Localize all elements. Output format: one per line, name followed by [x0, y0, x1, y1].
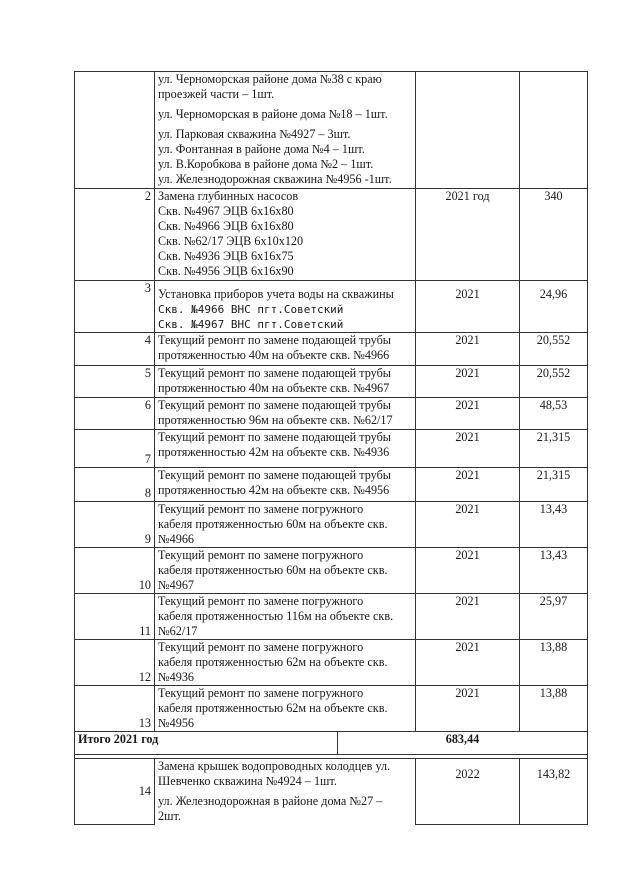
row-number: 2	[75, 189, 155, 281]
description-line: Установка приборов учета воды на скважины	[158, 287, 394, 301]
year-cell: 2021	[416, 468, 520, 502]
description-cell	[155, 759, 416, 825]
year-cell: 2021	[416, 548, 520, 594]
year-cell: 2021	[416, 640, 520, 686]
description-line: протяженностью 42м на объекте скв. №4936	[158, 445, 390, 459]
row-number: 9	[75, 502, 155, 548]
description-line: Скв. №4966 ЭЦВ 6х16х80	[158, 219, 294, 233]
year-cell: 2021	[416, 686, 520, 732]
description-cell	[155, 430, 416, 468]
description-line: Скв. №4966 ВНС пгт.Советский	[158, 303, 344, 316]
row-number: 4	[75, 333, 155, 366]
value-cell: 13,88	[520, 640, 588, 686]
year-cell: 2021 год	[416, 189, 520, 281]
description-line: ул. Фонтанная в районе дома №4 – 1шт.	[158, 142, 365, 156]
description-cell	[155, 468, 416, 502]
description-line: кабеля протяженностью 60м на объекте скв.	[158, 563, 388, 577]
description-line: Текущий ремонт по замене погружного	[158, 594, 364, 608]
value-cell: 24,96	[520, 281, 588, 333]
description-line: кабеля протяженностью 116м на объекте скв.	[158, 609, 394, 623]
description-cell	[155, 333, 416, 366]
year-cell	[416, 72, 520, 189]
table-row	[75, 502, 588, 548]
description-cell	[155, 686, 416, 732]
description-line: Текущий ремонт по замене погружного	[158, 640, 364, 654]
value-cell: 48,53	[520, 398, 588, 430]
row-number: 6	[75, 398, 155, 430]
description-line: протяженностью 42м на объекте скв. №4956	[158, 483, 390, 497]
value-cell: 13,88	[520, 686, 588, 732]
table-row	[75, 430, 588, 468]
row-number	[75, 759, 155, 825]
description-line: Скв. №62/17 ЭЦВ 6х10х120	[158, 234, 304, 248]
row-number-text: 14	[138, 783, 151, 798]
table-row	[75, 759, 588, 825]
year-cell: 2021	[416, 502, 520, 548]
description-line: ул. Железнодорожная в районе дома №27 –	[158, 794, 383, 808]
table-row	[75, 640, 588, 686]
value-cell: 340	[520, 189, 588, 281]
description-line: ул. Черноморская районе дома №38 с краю	[158, 72, 382, 86]
value-cell: 13,43	[520, 502, 588, 548]
description-line: Текущий ремонт по замене подающей трубы	[158, 366, 391, 380]
description-line: кабеля протяженностью 62м на объекте скв.	[158, 655, 388, 669]
description-line: Скв. №4936 ЭЦВ 6х16х75	[158, 249, 294, 263]
year-cell: 2021	[416, 398, 520, 430]
table-row	[75, 398, 588, 430]
description-line: Скв. №4956 ЭЦВ 6х16х90	[158, 264, 294, 278]
description-line: Замена крышек водопроводных колодцев ул.	[158, 759, 391, 773]
table-row	[75, 686, 588, 732]
table-row	[75, 333, 588, 366]
total-value: 683,44	[338, 732, 588, 755]
total-row	[75, 732, 588, 755]
description-line: Шевченко скважина №4924 – 1шт.	[158, 774, 337, 788]
description-line: ул. Черноморская в районе дома №18 – 1шт.	[158, 107, 388, 121]
row-number: 5	[75, 366, 155, 398]
description-line: Скв. №4967 ВНС пгт.Советский	[158, 318, 344, 331]
value-cell: 21,315	[520, 430, 588, 468]
description-line: Текущий ремонт по замене погружного	[158, 502, 364, 516]
row-number: 12	[75, 640, 155, 686]
row-number: 10	[75, 548, 155, 594]
description-cell	[155, 398, 416, 430]
description-cell	[155, 72, 416, 189]
description-cell	[155, 366, 416, 398]
row-number: 3	[75, 281, 155, 333]
description-cell	[155, 502, 416, 548]
row-number: 13	[75, 686, 155, 732]
description-line: Текущий ремонт по замене подающей трубы	[158, 398, 391, 412]
description-line: ул. Железнодорожная скважина №4956 -1шт.	[158, 172, 392, 186]
description-line: №62/17	[158, 624, 198, 638]
description-line: кабеля протяженностью 60м на объекте скв.	[158, 517, 388, 531]
description-line: №4967	[158, 578, 195, 592]
description-line: Текущий ремонт по замене подающей трубы	[158, 333, 391, 347]
total-label: Итого 2021 год	[75, 732, 338, 755]
value-cell: 25,97	[520, 594, 588, 640]
year-cell: 2021	[416, 366, 520, 398]
description-line: №4956	[158, 716, 195, 730]
description-cell	[155, 281, 416, 333]
works-table	[74, 71, 588, 825]
description-line: протяженностью 40м на объекте скв. №4966	[158, 348, 390, 362]
value-cell: 20,552	[520, 333, 588, 366]
table-row	[75, 468, 588, 502]
description-line: №4936	[158, 670, 195, 684]
table-row	[75, 189, 588, 281]
description-line: Текущий ремонт по замене погружного	[158, 686, 364, 700]
description-line: №4966	[158, 532, 195, 546]
description-line: Замена глубинных насосов	[158, 189, 299, 203]
description-line: проезжей части – 1шт.	[158, 87, 275, 101]
table-row	[75, 281, 588, 333]
row-number-cell	[75, 72, 155, 189]
table-row	[75, 594, 588, 640]
description-cell	[155, 640, 416, 686]
description-cell	[155, 594, 416, 640]
table-row	[75, 72, 588, 189]
description-line: Текущий ремонт по замене подающей трубы	[158, 430, 391, 444]
value-cell: 13,43	[520, 548, 588, 594]
value-cell	[520, 72, 588, 189]
year-cell: 2021	[416, 281, 520, 333]
year-cell: 2021	[416, 430, 520, 468]
description-line: протяженностью 96м на объекте скв. №62/17	[158, 413, 393, 427]
table-row	[75, 548, 588, 594]
value-cell: 20,552	[520, 366, 588, 398]
description-line: Текущий ремонт по замене погружного	[158, 548, 364, 562]
year-cell: 2021	[416, 333, 520, 366]
value-cell: 21,315	[520, 468, 588, 502]
year-cell: 2022	[416, 759, 520, 825]
description-line: ул. Парковая скважина №4927 – 3шт.	[158, 127, 351, 141]
description-line: протяженностью 40м на объекте скв. №4967	[158, 381, 390, 395]
description-line: кабеля протяженностью 62м на объекте скв.	[158, 701, 388, 715]
row-number: 11	[75, 594, 155, 640]
description-cell	[155, 189, 416, 281]
row-number: 7	[75, 430, 155, 468]
row-number: 8	[75, 468, 155, 502]
description-line: ул. В.Коробкова в районе дома №2 – 1шт.	[158, 157, 374, 171]
value-cell: 143,82	[520, 759, 588, 825]
year-cell: 2021	[416, 594, 520, 640]
description-line: Скв. №4967 ЭЦВ 6х16х80	[158, 204, 294, 218]
description-line: 2шт.	[158, 809, 181, 823]
description-line: Текущий ремонт по замене подающей трубы	[158, 468, 391, 482]
table-row	[75, 366, 588, 398]
description-cell	[155, 548, 416, 594]
